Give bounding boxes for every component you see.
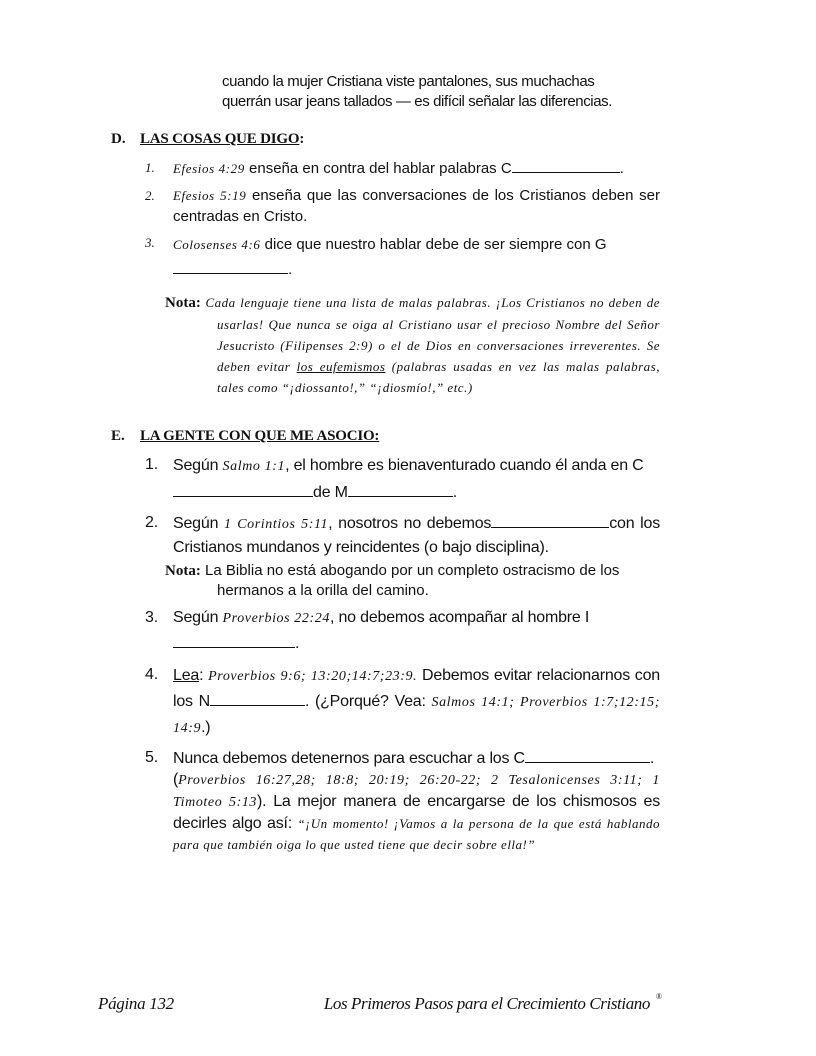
list-item <box>145 232 660 282</box>
section-d-heading <box>111 131 304 148</box>
section-e-heading <box>111 428 379 445</box>
registered-mark: ® <box>655 992 662 1001</box>
item-text: . (¿Porqué? Vea: <box>304 693 432 710</box>
item-text: Debemos evitar relacionarnos con los N <box>173 667 660 710</box>
scripture-reference: Colosenses 4:6 <box>173 237 261 252</box>
scripture-reference: Proverbios 16:27,28; 18:8; 20:19; 26:20-22; 2 Tesalonicenses 3:11; 1 Timoteo 5:13 <box>173 773 660 810</box>
intro-line: querrán usar jeans tallados — es difícil señalar las diferencias. <box>222 93 613 110</box>
scripture-reference: Salmo 1:1 <box>222 459 286 474</box>
note-label: Nota: <box>165 295 201 311</box>
note-text: La Biblia no está abogando por un completo ostracismo de los <box>200 562 620 579</box>
note-box <box>165 292 660 398</box>
item-text: Según <box>173 457 223 474</box>
item-text: ( <box>173 771 179 788</box>
intro-paragraph <box>222 72 662 112</box>
scripture-reference: 1 Corintios 5:11 <box>224 517 329 532</box>
scripture-reference: Efesios 5:19 <box>173 188 247 203</box>
note-box <box>165 561 660 601</box>
item-end: .) <box>201 719 211 736</box>
list-item <box>145 453 660 506</box>
item-text: Según <box>173 609 223 626</box>
item-text: , no debemos acompañar al hombre I <box>329 609 590 626</box>
scripture-reference: Proverbios 22:24 <box>222 611 330 626</box>
book-title: Los Primeros Pasos para el Crecimiento Cristiano <box>323 994 650 1013</box>
item-text: Lea <box>173 667 200 684</box>
item-text: enseña que las conversaciones de los Cristianos deben ser centradas en Cristo. <box>173 187 660 225</box>
item-text: : <box>199 667 209 684</box>
item-end: . <box>649 750 655 767</box>
note-underlined: los eufemismos <box>296 359 386 374</box>
section-title: LA GENTE CON QUE ME ASOCIO: <box>140 428 380 444</box>
item-text: , el hombre es bienaventurado cuando él anda en C <box>285 457 644 474</box>
item-text: con los Cristianos mundanos y reincidentes (o bajo disciplina). <box>173 515 660 556</box>
scripture-reference: Proverbios 9:6; 13:20;14:7;23:9. <box>208 669 418 684</box>
item-end: . <box>288 261 293 278</box>
fill-blank <box>173 631 295 648</box>
note-text: hermanos a la orilla del camino. <box>217 582 429 599</box>
item-number: 3. <box>145 609 158 626</box>
item-text: , nosotros no debemos <box>328 515 492 532</box>
page-number: Página 132 <box>98 994 174 1013</box>
item-end: . <box>619 160 624 177</box>
item-number: 2. <box>145 514 158 531</box>
fill-blank <box>491 511 609 528</box>
item-text: de M <box>313 484 348 501</box>
item-number: 1. <box>145 456 158 473</box>
item-quote: “¡Un momento! ¡Vamos a la persona de la que está hablando para que también oiga lo que usted tiene que decir sobre ella!” <box>173 816 660 852</box>
section-letter: E. <box>111 428 125 444</box>
intro-line: cuando la mujer Cristiana viste pantalones, sus muchachas <box>222 73 595 90</box>
item-text: dice que nuestro hablar debe de ser siempre con G <box>260 236 607 253</box>
note-text: (palabras usadas en vez las malas palabras, tales como “¡diossanto!,” “¡diosmío!,” etc.) <box>217 359 660 395</box>
section-letter: D. <box>111 131 126 147</box>
list-item <box>145 157 660 179</box>
note-label: Nota: <box>165 563 201 579</box>
item-end: . <box>295 635 300 652</box>
item-text: Nunca debemos detenernos para escuchar a los C <box>173 750 525 767</box>
section-title: LAS COSAS QUE DIGO <box>140 131 300 147</box>
item-text: enseña en contra del hablar palabras C <box>244 160 512 177</box>
item-number: 4. <box>145 666 158 683</box>
list-item <box>145 185 660 227</box>
list-item <box>145 511 660 559</box>
page-footer <box>98 994 668 1018</box>
fill-blank <box>512 157 620 173</box>
item-number: 2. <box>145 188 155 203</box>
item-number: 1. <box>145 160 155 175</box>
item-number: 5. <box>145 749 158 766</box>
item-end: . <box>452 484 458 501</box>
fill-blank <box>173 480 313 497</box>
fill-blank <box>348 480 453 497</box>
section-colon: : <box>299 131 305 147</box>
item-number: 3. <box>145 235 155 250</box>
list-item <box>145 663 660 741</box>
fill-blank <box>525 746 650 763</box>
list-item <box>145 746 660 855</box>
scripture-reference: Efesios 4:29 <box>173 161 245 176</box>
fill-blank <box>210 689 305 706</box>
scripture-reference: Salmos 14:1; Proverbios 1:7;12:15; 14:9 <box>173 695 660 736</box>
note-text: Cada lenguaje tiene una lista de malas palabras. ¡Los Cristianos no deben de usarlas! Que nunca se oiga al Cristiano usar el precioso Nombre del Señor Jesucristo (Filipenses 2:9) o el de Dios en conversaciones irreverentes. Se deben evitar <box>200 295 660 374</box>
item-text: ). La mejor manera de encargarse de los chismosos es decirles algo así: <box>173 793 660 832</box>
fill-blank <box>173 258 288 274</box>
item-text: Según <box>173 515 225 532</box>
list-item <box>145 606 660 656</box>
